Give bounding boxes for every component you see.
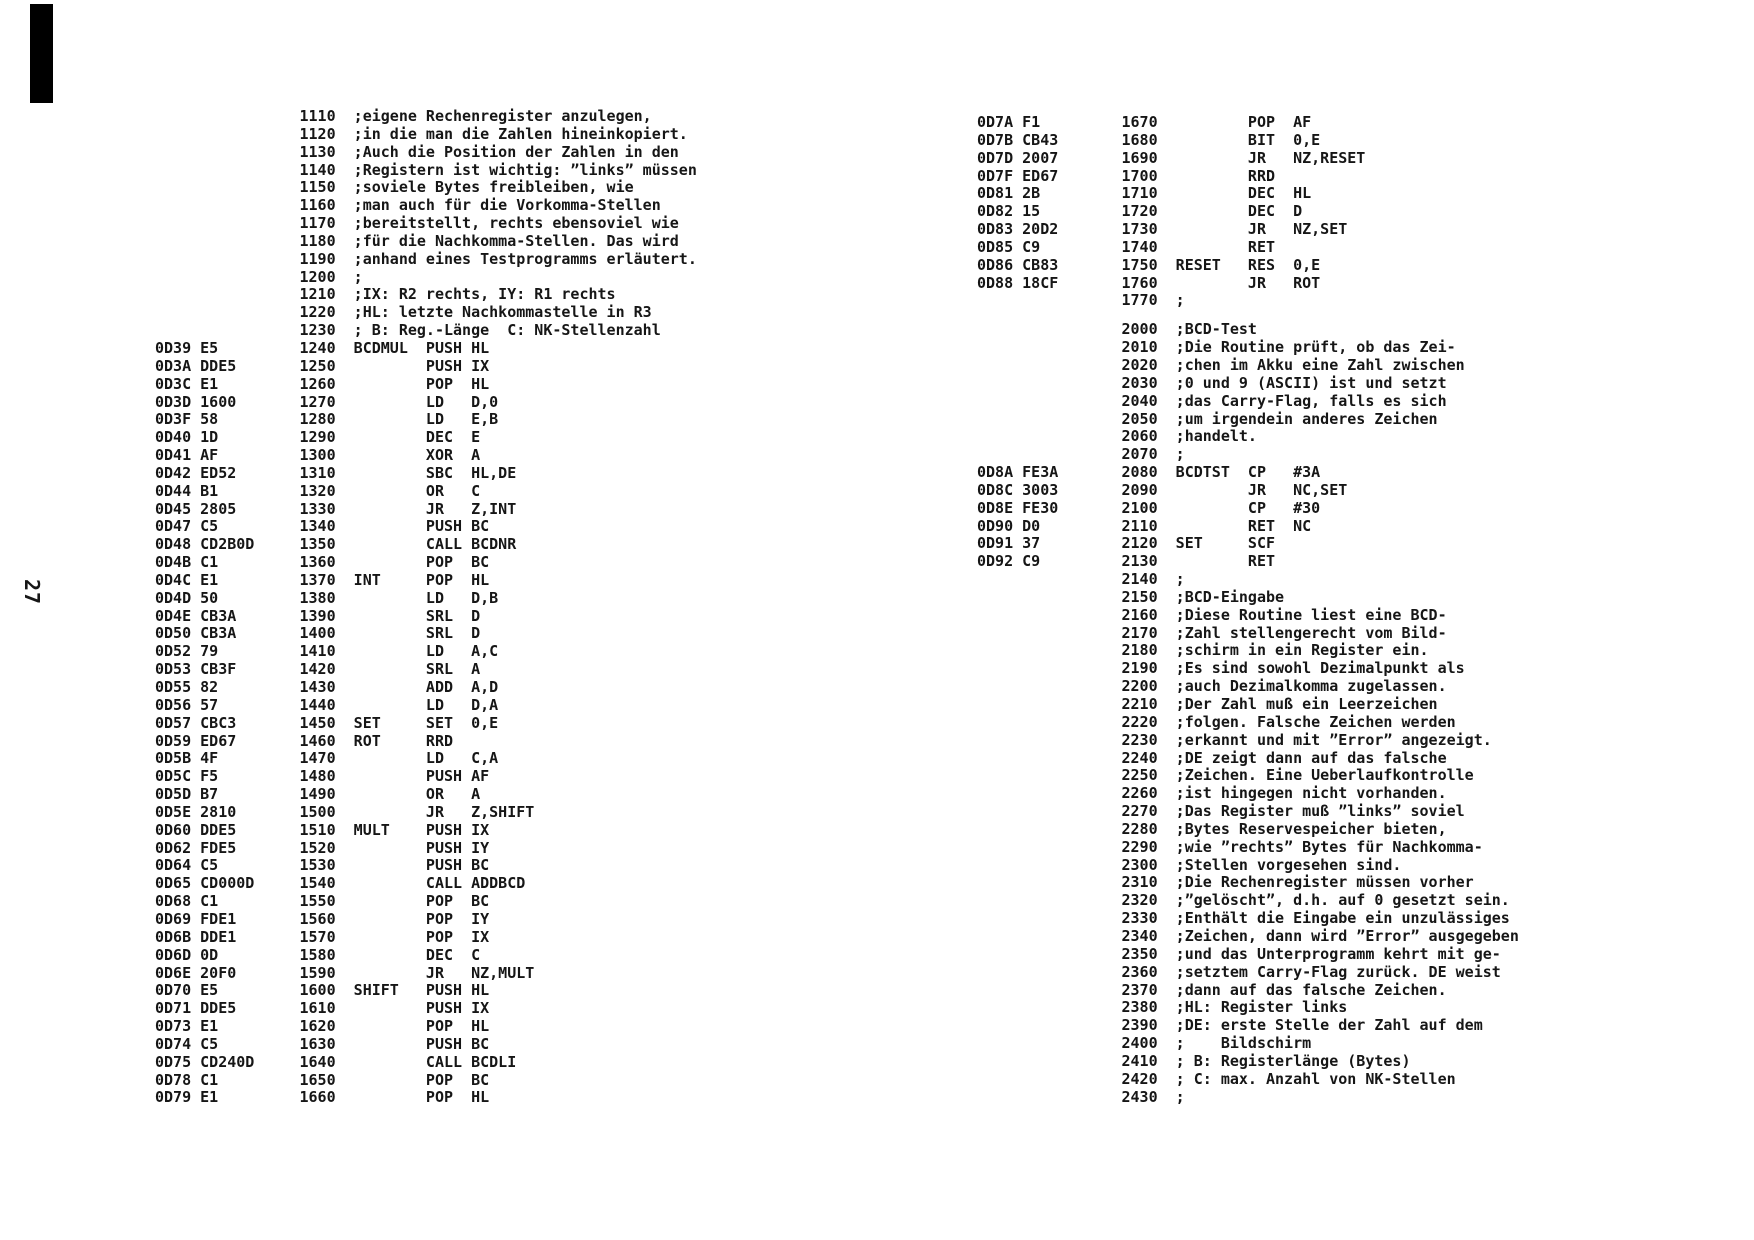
- listing-comment-line: 2200 ;auch Dezimalkomma zugelassen.: [977, 677, 1447, 696]
- listing-code-line: 0D69 FDE1 1560 POP IY: [155, 909, 490, 928]
- listing-code-line: 0D68 C1 1550 POP BC: [155, 892, 490, 911]
- listing-comment-line: 2320 ;”gelöscht”, d.h. auf 0 gesetzt sein.: [977, 891, 1510, 910]
- listing-code-line: 0D74 C5 1630 PUSH BC: [155, 1034, 490, 1053]
- listing-comment-line: 1770 ;: [977, 291, 1185, 310]
- listing-code-line: 0D6E 20F0 1590 JR NZ,MULT: [155, 963, 535, 982]
- listing-code-line: 0D55 82 1430 ADD A,D: [155, 678, 499, 696]
- listing-code-line: 0D44 B1 1320 OR C: [155, 481, 481, 500]
- listing-comment-line: 2170 ;Zahl stellengerecht vom Bild-: [977, 623, 1447, 642]
- listing-code-line: 0D91 37 2120 SET SCF: [977, 534, 1294, 553]
- listing-comment-line: 2350 ;und das Unterprogramm kehrt mit ge-: [977, 944, 1501, 963]
- listing-comment-line: 1170 ;bereitstellt, rechts ebensoviel wie: [155, 214, 679, 233]
- listing-code-line: 0D48 CD2B0D 1350 CALL BCDNR: [155, 535, 517, 554]
- listing-code-line: 0D81 2B 1710 DEC HL: [977, 184, 1312, 203]
- listing-code-line: 0D8A FE3A 2080 BCDTST CP #3A: [977, 463, 1321, 482]
- listing-code-line: 0D71 DDE5 1610 PUSH IX: [155, 999, 490, 1018]
- listing-comment-line: 2220 ;folgen. Falsche Zeichen werden: [977, 712, 1456, 731]
- listing-code-line: 0D6D 0D 1580 DEC C: [155, 945, 481, 964]
- listing-comment-line: 2280 ;Bytes Reservespeicher bieten,: [977, 819, 1447, 838]
- scan-artifact-bar: [30, 4, 53, 103]
- listing-code-line: 0D79 E1 1660 POP HL: [155, 1088, 490, 1107]
- listing-code-line: 0D62 FDE5 1520 PUSH IY: [155, 838, 490, 857]
- listing-comment-line: 2050 ;um irgendein anderes Zeichen: [977, 409, 1438, 428]
- listing-code-line: 0D59 ED67 1460 ROT RRD: [155, 731, 472, 750]
- listing-code-line: 0D40 1D 1290 DEC E: [155, 428, 481, 447]
- listing-code-line: 0D47 C5 1340 PUSH BC: [155, 517, 490, 536]
- listing-comment-line: 2240 ;DE zeigt dann auf das falsche: [977, 748, 1447, 767]
- listing-column-right: [977, 114, 1519, 1106]
- listing-comment-line: 1150 ;soviele Bytes freibleiben, wie: [155, 178, 634, 197]
- listing-comment-line: 2160 ;Diese Routine liest eine BCD-: [977, 605, 1447, 624]
- listing-code-line: 0D7D 2007 1690 JR NZ,RESET: [977, 148, 1366, 167]
- listing-comment-line: 2380 ;HL: Register links: [977, 998, 1348, 1017]
- listing-code-line: 0D73 E1 1620 POP HL: [155, 1017, 490, 1036]
- listing-code-line: 0D78 C1 1650 POP BC: [155, 1070, 490, 1089]
- listing-code-line: 0D42 ED52 1310 SBC HL,DE: [155, 463, 517, 482]
- listing-comment-line: 1230 ; B: Reg.-Länge C: NK-Stellenzahl: [155, 321, 661, 340]
- listing-code-line: 0D3F 58 1280 LD E,B: [155, 410, 499, 429]
- listing-comment-line: 1120 ;in die man die Zahlen hineinkopiert.: [155, 124, 688, 143]
- listing-code-line: 0D88 18CF 1760 JR ROT: [977, 273, 1321, 292]
- listing-code-line: 0D6B DDE1 1570 POP IX: [155, 927, 490, 946]
- listing-comment-line: 2270 ;Das Register muß ”links” soviel: [977, 802, 1465, 821]
- listing-comment-line: 1190 ;anhand eines Testprogramms erläutert.: [155, 249, 697, 268]
- listing-code-line: 0D3D 1600 1270 LD D,0: [155, 392, 499, 411]
- listing-code-line: 0D7A F1 1670 POP AF: [977, 113, 1312, 131]
- listing-code-line: 0D39 E5 1240 BCDMUL PUSH HL: [155, 338, 490, 357]
- listing-code-line: 0D86 CB83 1750 RESET RES 0,E: [977, 255, 1321, 274]
- listing-code-line: 0D82 15 1720 DEC D: [977, 202, 1303, 221]
- listing-code-line: 0D52 79 1410 LD A,C: [155, 642, 499, 661]
- listing-code-line: 0D75 CD240D 1640 CALL BCDLI: [155, 1052, 517, 1071]
- listing-code-line: 0D5B 4F 1470 LD C,A: [155, 749, 499, 768]
- listing-code-line: 0D4C E1 1370 INT POP HL: [155, 570, 490, 589]
- listing-comment-line: 2190 ;Es sind sowohl Dezimalpunkt als: [977, 659, 1465, 678]
- listing-comment-line: 2330 ;Enthält die Eingabe ein unzulässiges: [977, 909, 1510, 928]
- listing-comment-line: 2400 ; Bildschirm: [977, 1034, 1312, 1053]
- listing-comment-line: 2410 ; B: Registerlänge (Bytes): [977, 1051, 1411, 1070]
- listing-column-left: [155, 108, 697, 1107]
- listing-code-line: 0D7B CB43 1680 BIT 0,E: [977, 130, 1321, 149]
- listing-code-line: 0D64 C5 1530 PUSH BC: [155, 856, 490, 875]
- listing-code-line: 0D4E CB3A 1390 SRL D: [155, 606, 481, 625]
- listing-code-line: 0D60 DDE5 1510 MULT PUSH IX: [155, 820, 490, 839]
- listing-comment-line: 2020 ;chen im Akku eine Zahl zwischen: [977, 355, 1465, 374]
- listing-comment-line: 2000 ;BCD-Test: [977, 320, 1257, 339]
- listing-comment-line: 2210 ;Der Zahl muß ein Leerzeichen: [977, 695, 1438, 713]
- listing-comment-line: 2180 ;schirm in ein Register ein.: [977, 641, 1429, 660]
- listing-code-line: 0D3C E1 1260 POP HL: [155, 374, 490, 393]
- listing-code-line: 0D8C 3003 2090 JR NC,SET: [977, 480, 1348, 499]
- listing-comment-line: 1210 ;IX: R2 rechts, IY: R1 rechts: [155, 285, 616, 304]
- listing-comment-line: 1200 ;: [155, 267, 363, 286]
- listing-code-line: 0D41 AF 1300 XOR A: [155, 446, 481, 465]
- listing-comment-line: 1130 ;Auch die Position der Zahlen in den: [155, 142, 679, 161]
- listing-code-line: 0D50 CB3A 1400 SRL D: [155, 624, 481, 643]
- listing-code-line: 0D90 D0 2110 RET NC: [977, 516, 1312, 535]
- listing-comment-line: 2140 ;: [977, 570, 1185, 589]
- listing-comment-line: 2010 ;Die Routine prüft, ob das Zei-: [977, 338, 1456, 357]
- listing-comment-line: 2290 ;wie ”rechts” Bytes für Nachkomma-: [977, 837, 1483, 856]
- listing-code-line: 0D8E FE30 2100 CP #30: [977, 498, 1321, 517]
- listing-comment-line: 1180 ;für die Nachkomma-Stellen. Das wird: [155, 231, 679, 250]
- listing-comment-line: 1140 ;Registern ist wichtig: ”links” müssen: [155, 160, 697, 179]
- listing-comment-line: 2430 ;: [977, 1087, 1185, 1106]
- listing-comment-line: 2060 ;handelt.: [977, 427, 1257, 446]
- listing-comment-line: 2360 ;setztem Carry-Flag zurück. DE weist: [977, 962, 1501, 981]
- listing-code-line: 0D57 CBC3 1450 SET SET 0,E: [155, 713, 499, 732]
- listing-code-line: 0D5D B7 1490 OR A: [155, 785, 481, 804]
- listing-code-line: 0D56 57 1440 LD D,A: [155, 695, 499, 714]
- listing-code-line: 0D4B C1 1360 POP BC: [155, 553, 490, 572]
- listing-comment-line: 2260 ;ist hingegen nicht vorhanden.: [977, 784, 1447, 803]
- page-number: 27: [20, 579, 44, 606]
- listing-code-line: 0D5E 2810 1500 JR Z,SHIFT: [155, 802, 535, 821]
- listing-comment-line: 2300 ;Stellen vorgesehen sind.: [977, 855, 1402, 874]
- listing-comment-line: 2340 ;Zeichen, dann wird ”Error” ausgegeben: [977, 926, 1519, 945]
- listing-comment-line: 2030 ;0 und 9 (ASCII) ist und setzt: [977, 373, 1447, 392]
- listing-code-line: 0D65 CD000D 1540 CALL ADDBCD: [155, 874, 526, 893]
- listing-comment-line: 2420 ; C: max. Anzahl von NK-Stellen: [977, 1069, 1456, 1088]
- listing-comment-line: 1220 ;HL: letzte Nachkommastelle in R3: [155, 303, 652, 322]
- listing-code-line: 0D5C F5 1480 PUSH AF: [155, 767, 490, 786]
- listing-comment-line: 2390 ;DE: erste Stelle der Zahl auf dem: [977, 1016, 1483, 1035]
- listing-comment-line: 2040 ;das Carry-Flag, falls es sich: [977, 391, 1447, 410]
- listing-code-line: 0D7F ED67 1700 RRD: [977, 166, 1294, 185]
- listing-code-line: 0D83 20D2 1730 JR NZ,SET: [977, 220, 1348, 239]
- listing-comment-line: 1110 ;eigene Rechenregister anzulegen,: [155, 107, 652, 125]
- listing-code-line: 0D85 C9 1740 RET: [977, 237, 1294, 256]
- listing-comment-line: 2150 ;BCD-Eingabe: [977, 587, 1285, 606]
- listing-code-line: 0D53 CB3F 1420 SRL A: [155, 660, 481, 679]
- listing-comment-line: 2070 ;: [977, 445, 1185, 464]
- listing-comment-line: 2370 ;dann auf das falsche Zeichen.: [977, 980, 1447, 999]
- listing-code-line: 0D70 E5 1600 SHIFT PUSH HL: [155, 981, 490, 1000]
- listing-code-line: 0D92 C9 2130 RET: [977, 552, 1294, 571]
- listing-comment-line: 2310 ;Die Rechenregister müssen vorher: [977, 873, 1474, 892]
- listing-comment-line: 2230 ;erkannt und mit ”Error” angezeigt.: [977, 730, 1492, 749]
- listing-block-code: [977, 114, 1519, 310]
- listing-comment-line: 1160 ;man auch für die Vorkomma-Stellen: [155, 196, 661, 215]
- listing-code-line: 0D4D 50 1380 LD D,B: [155, 588, 499, 607]
- listing-code-line: 0D45 2805 1330 JR Z,INT: [155, 499, 517, 518]
- listing-block-comments-code: [977, 321, 1519, 1106]
- listing-comment-line: 2250 ;Zeichen. Eine Ueberlaufkontrolle: [977, 766, 1474, 785]
- listing-code-line: 0D3A DDE5 1250 PUSH IX: [155, 356, 490, 375]
